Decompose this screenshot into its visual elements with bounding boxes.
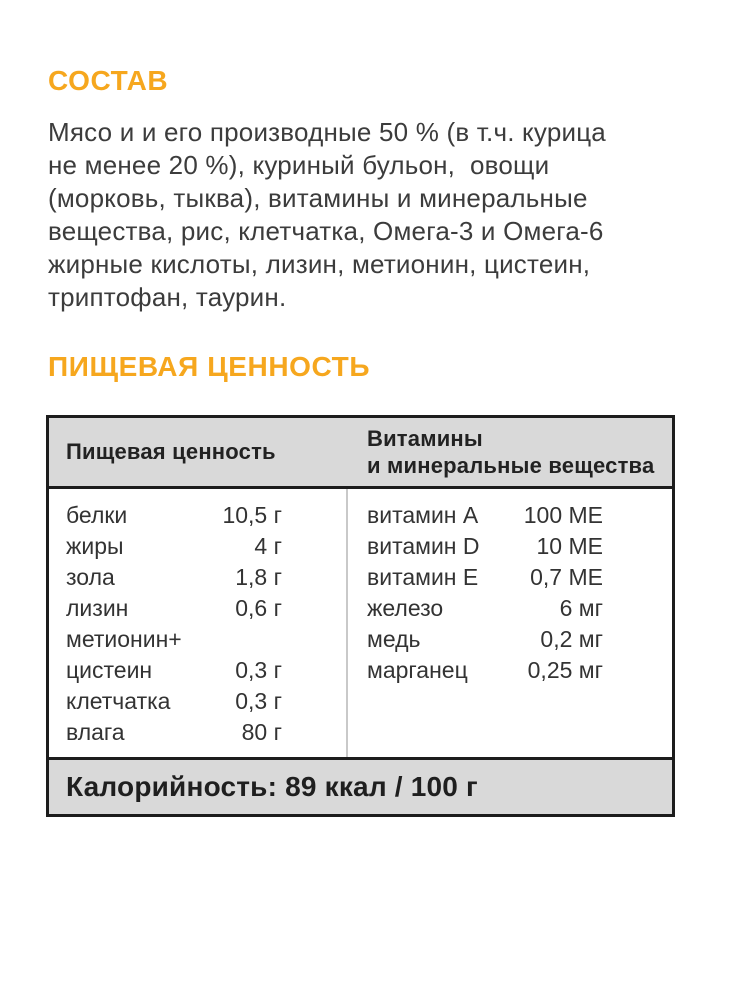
vitamin-row	[367, 593, 603, 624]
vitamin-label: витамин D	[367, 532, 480, 559]
nutrition-table-header-right	[348, 418, 672, 486]
composition-text	[46, 116, 700, 314]
nutrition-column-right	[348, 489, 672, 757]
nutrition-table	[46, 415, 675, 817]
nutrient-row	[66, 717, 282, 748]
vitamin-value: 6 мг	[559, 594, 603, 621]
nutrient-row	[66, 655, 282, 686]
vitamin-value: 10 МЕ	[536, 532, 603, 559]
nutrient-value: 0,3 г	[235, 656, 282, 683]
vitamin-label: витамин A	[367, 501, 479, 528]
nutrient-value: 10,5 г	[222, 501, 282, 528]
vitamin-label: витамин E	[367, 563, 479, 590]
composition-line: вещества, рис, клетчатка, Омега-3 и Омега-6	[48, 216, 604, 247]
nutrition-table-header	[49, 418, 672, 489]
nutrient-label: жиры	[66, 532, 124, 559]
nutrition-column-left	[49, 489, 348, 757]
vitamin-row	[367, 624, 603, 655]
nutrient-label: цистеин	[66, 656, 153, 683]
calories-row	[49, 757, 672, 814]
nutrient-row	[66, 531, 282, 562]
calories-text: Калорийность: 89 ккал / 100 г	[66, 770, 478, 802]
nutrient-value: 1,8 г	[235, 563, 282, 590]
nutrient-row	[66, 624, 282, 655]
header-right-line1: Витамины	[367, 425, 483, 451]
vitamin-label: железо	[367, 594, 444, 621]
nutrient-row	[66, 562, 282, 593]
nutrient-value: 0,3 г	[235, 687, 282, 714]
composition-line: не менее 20 %), куриный бульон, овощи	[48, 150, 550, 181]
composition-line: жирные кислоты, лизин, метионин, цистеин,	[48, 249, 591, 280]
vitamin-value: 0,7 МЕ	[530, 563, 603, 590]
vitamin-row	[367, 562, 603, 593]
vitamin-label: медь	[367, 625, 421, 652]
nutrient-row	[66, 593, 282, 624]
vitamin-row	[367, 531, 603, 562]
nutrient-row	[66, 500, 282, 531]
nutrient-label: зола	[66, 563, 115, 590]
nutrition-table-body	[49, 489, 672, 757]
composition-line: Мясо и и его производные 50 % (в т.ч. курица	[48, 117, 606, 148]
vitamin-value: 0,25 мг	[527, 656, 603, 683]
composition-heading: СОСТАВ	[48, 65, 169, 96]
nutrient-value: 80 г	[241, 718, 282, 745]
composition-line: (морковь, тыква), витамины и минеральные	[48, 183, 588, 214]
header-right-line2: и минеральные вещества	[367, 452, 655, 478]
vitamin-label: марганец	[367, 656, 468, 683]
nutrient-value: 0,6 г	[235, 594, 282, 621]
nutrient-label: белки	[66, 501, 128, 528]
vitamin-row	[367, 655, 603, 686]
nutrient-label: метионин+	[66, 625, 182, 652]
vitamin-value: 100 МЕ	[523, 501, 603, 528]
composition-line: триптофан, таурин.	[48, 282, 287, 313]
nutrient-label: клетчатка	[66, 687, 171, 714]
nutrient-label: лизин	[66, 594, 129, 621]
nutrition-table-header-left: Пищевая ценность	[66, 438, 276, 464]
nutrient-row	[66, 686, 282, 717]
nutrient-label: влага	[66, 718, 125, 745]
nutrient-value: 4 г	[254, 532, 282, 559]
vitamin-value: 0,2 мг	[540, 625, 603, 652]
nutrition-heading: ПИЩЕВАЯ ЦЕННОСТЬ	[48, 351, 371, 383]
vitamin-row	[367, 500, 603, 531]
